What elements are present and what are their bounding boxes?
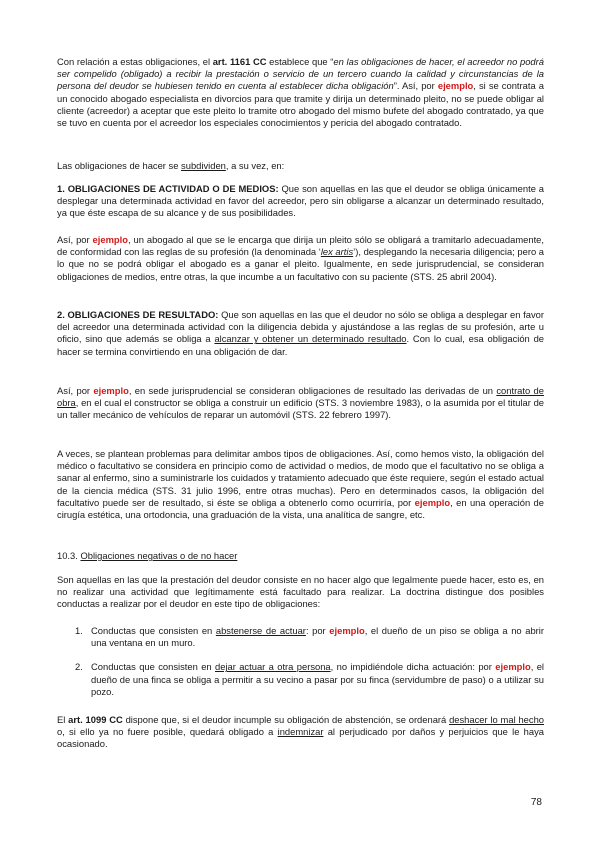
text-run: , un abogado al que se le encarga que dirija un pleito sólo se obligará a tramitarlo adecuadamente, de conformidad con las reglas de su profesión (la denominada ‘ xyxy=(57,234,544,258)
underlined-term: dejar actuar a otra persona xyxy=(215,661,331,673)
text-run: , el dueño de una finca se obliga a permitir a su vecino a pasar por su finca (servidumbre de paso) o a utilizar su pozo. xyxy=(91,661,544,697)
paragraph-lawyer-example xyxy=(57,234,544,283)
example-keyword: ejemplo xyxy=(92,234,128,245)
underlined-term: alcanzar y obtener un determinado resultado xyxy=(214,333,407,345)
underlined-term: deshacer lo mal hecho xyxy=(449,714,544,725)
paragraph-subdivision xyxy=(57,160,544,172)
text-run: El xyxy=(57,714,69,725)
list-number: 1. xyxy=(75,625,83,636)
underlined-term: subdividen xyxy=(181,160,226,171)
text-run: o, si ello ya no fuere posible, quedará obligado a xyxy=(57,726,278,738)
text-run: Con relación a estas obligaciones, el xyxy=(57,56,213,67)
text-run: , en sede jurisprudencial se consideran obligaciones de resultado las derivadas de un xyxy=(128,385,497,396)
text-run: Conductas que consisten en xyxy=(91,625,216,636)
underlined-term: abstenerse de actuar xyxy=(215,625,306,636)
text-run: Así, por xyxy=(57,385,94,396)
list-item xyxy=(57,625,544,649)
text-run: , en una operación de cirugía estética, una ortodoncia, una graduación de la vista, una analítica de sangre, etc. xyxy=(57,496,544,521)
paragraph-art-1099 xyxy=(57,714,544,751)
text-run: establece que “ xyxy=(266,56,334,67)
text-run: Son aquellas en las que la prestación del deudor consiste en no hacer algo que legalmente puede hacer, esto es, en no realizar una actividad que legítimamente está facultado para realizar. La doctrina distingue dos posibles conductas a realizar por el deudor en este tipo de obligaciones: xyxy=(57,574,544,610)
text-run: Que son aquellas en las que el deudor se obliga únicamente a desplegar una determinada actividad en favor del acreedor, pero sin obligarse a alcanzar un determinado resultado, ya que éste escapa de su alcance y de sus posibilidades. xyxy=(57,183,544,219)
legal-quote: en las obligaciones de hacer, el acreedor no podrá ser compelido (obligado) a recibir la prestación o servicio de un tercero cuando la calidad y circunstancias de la persona del deudor se hubiesen tenido en cuenta al establecer dicha obligación xyxy=(57,56,544,92)
paragraph-result-obligations xyxy=(57,309,544,358)
text-run: , si se contrata a un conocido abogado especialista en divorcios para que tramite y dirija un determinado pleito, no se puede obligar al cliente (acreedor) a aceptar que este pleito lo tramite otro abogado del mismo bufete del abogado contratado, ya que se tuvo en cuenta por el acreedor los especiales conocimientos y pericia del abogado contratado. xyxy=(57,80,544,129)
text-run: , en el cual el constructor se obliga a construir un edificio (STS. 3 noviembre 1983), o la asumida por el titular de un taller mecánico de vehículos de reparar un automóvil (STS. 22 febrero 1997). xyxy=(57,397,544,421)
text-run: : por xyxy=(305,625,330,636)
paragraph-medical-obligations xyxy=(57,448,544,521)
text-run: , a su vez, en: xyxy=(225,160,285,171)
text-run: Las obligaciones de hacer se xyxy=(57,160,182,171)
text-run: , no impidiéndole dicha actuación: por xyxy=(330,661,496,673)
list-item xyxy=(57,661,544,698)
text-run: A veces, se plantean problemas para delimitar ambos tipos de obligaciones. Así, como hemos visto, la obligación del médico o facultativo se considera en principio como de actividad o medios, de modo que el facultativo no se obliga a sanar al enfermo, sino a suministrarle los cuidados y tratamiento adecuado que éste requiere, según el estado actual de la ciencia médica (STS. 31 julio 1996, entre otras muchas). Pero en determinados casos, la obligación del facultativo puede ser de resultado, si éste se obliga a obtenerlo como ocurriría, por xyxy=(57,448,544,508)
paragraph-construction-example xyxy=(57,385,544,422)
article-reference: art. 1099 CC xyxy=(68,714,123,725)
heading-activity-obligations: 1. OBLIGACIONES DE ACTIVIDAD O DE MEDIOS: xyxy=(57,183,279,194)
article-reference: art. 1161 CC xyxy=(212,56,267,67)
paragraph-negative-obligations xyxy=(57,574,544,611)
text-run: ’), desplegando la necesaria diligencia; pero a lo que no se podrá obligar el abogado es a ganar el pleito. Igualmente, en sede jurisprudencial, se consideran obligaciones de medios, entre otras, la que incumbe a un facultativo con su paciente (STS. 25 abril 2004). xyxy=(57,246,544,282)
text-run: . Con lo cual, esa obligación de hacer se termina convirtiendo en una obligación de dar. xyxy=(57,333,545,357)
lex-artis-term: lex artis xyxy=(320,246,354,258)
text-run: Así, por xyxy=(57,234,93,245)
example-keyword: ejemplo xyxy=(93,385,129,396)
text-run: , el dueño de un piso se obliga a no abrir una ventana en un muro. xyxy=(91,625,544,649)
example-keyword: ejemplo xyxy=(495,661,531,673)
section-title: Obligaciones negativas o de no hacer xyxy=(80,550,238,561)
section-number: 10.3. xyxy=(57,550,81,561)
heading-result-obligations: 2. OBLIGACIONES DE RESULTADO: xyxy=(57,309,219,320)
paragraph-activity-obligations xyxy=(57,183,544,220)
text-run: Que son aquellas en las que el deudor no sólo se obliga a desplegar en favor del acreedor una determinada actividad con la diligencia debida y ajustándose a las reglas de su profesión, arte u oficio, sino que además se obliga a xyxy=(57,309,544,345)
example-keyword: ejemplo xyxy=(437,80,474,92)
underlined-term: contrato de obra xyxy=(57,385,544,409)
text-run: al perjudicado por daños y perjuicios que le haya ocasionado. xyxy=(57,726,544,750)
example-keyword: ejemplo xyxy=(414,496,451,508)
section-heading xyxy=(57,550,544,562)
page-number: 78 xyxy=(530,797,542,808)
paragraph-art-1161 xyxy=(57,56,544,129)
conduct-list xyxy=(57,625,544,698)
list-number: 2. xyxy=(75,661,83,673)
text-run: dispone que, si el deudor incumple su obligación de abstención, se ordenará xyxy=(122,714,450,725)
example-keyword: ejemplo xyxy=(329,625,365,636)
text-run: Conductas que consisten en xyxy=(91,661,215,673)
text-run: ”. Así, por xyxy=(393,80,438,92)
underlined-term: indemnizar xyxy=(277,726,324,738)
